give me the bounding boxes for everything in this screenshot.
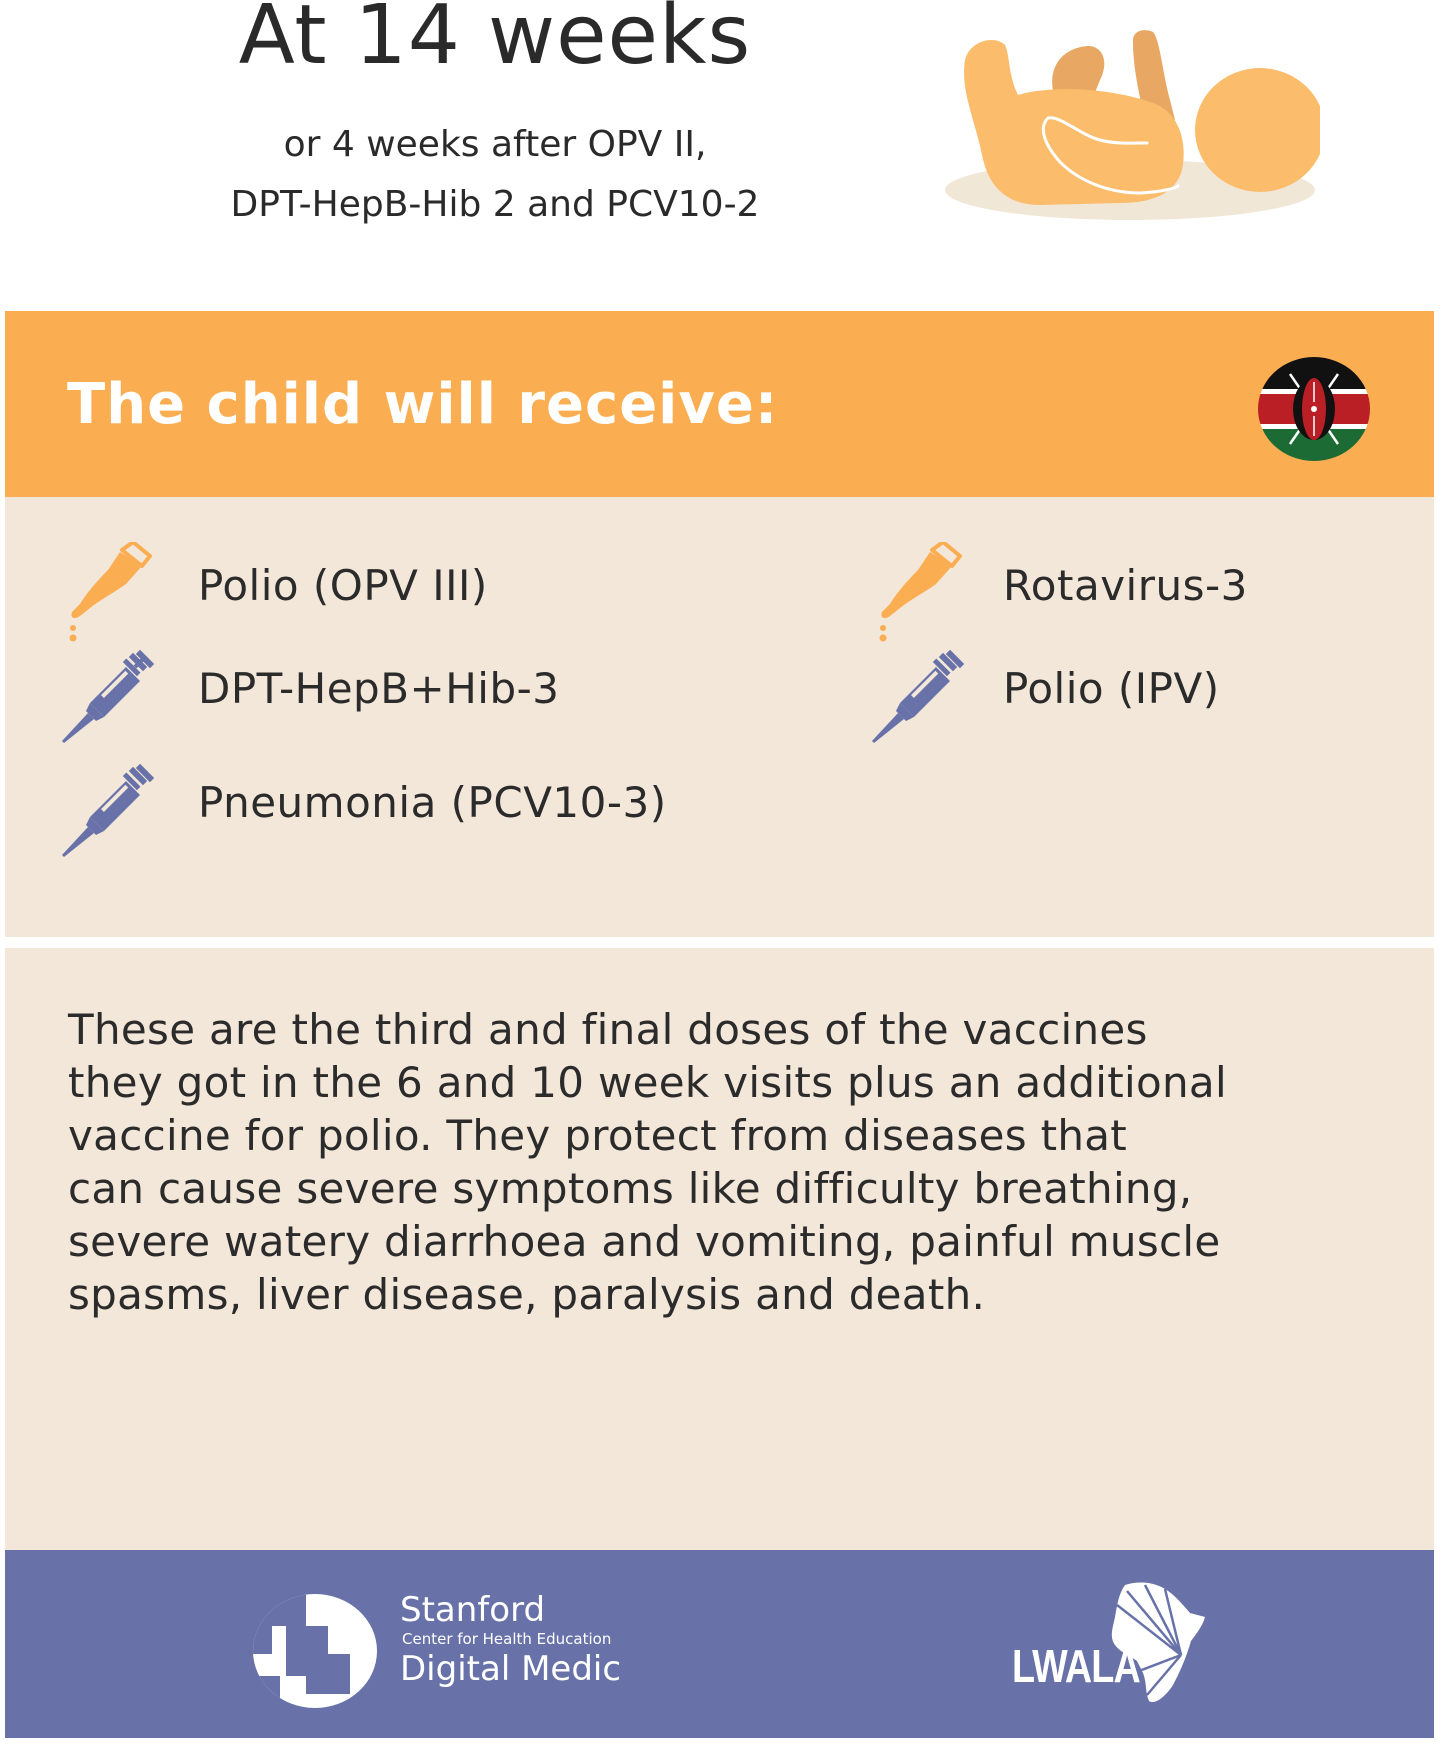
stanford-name: Stanford [400, 1590, 546, 1630]
vaccine-item [60, 759, 760, 859]
description-line: spasms, liver disease, paralysis and death. [68, 1270, 986, 1319]
description-line: they got in the 6 and 10 week visits plus an additional [68, 1058, 1227, 1107]
page-header [0, 0, 1441, 311]
footer [5, 1550, 1434, 1738]
stanford-medic-logo-icon [250, 1592, 380, 1710]
vaccine-item [60, 542, 660, 642]
subtitle-line: or 4 weeks after OPV II, [283, 124, 707, 165]
syringe-icon [60, 759, 160, 859]
description-text [68, 1003, 1428, 1321]
oral-drops-icon [870, 542, 970, 642]
stanford-product: Digital Medic [400, 1649, 622, 1689]
vaccine-label: Polio (IPV) [1003, 664, 1220, 713]
vaccine-list-panel [5, 497, 1434, 937]
vaccine-label: Polio (OPV III) [198, 561, 488, 610]
receive-banner [5, 311, 1434, 497]
syringe-icon [870, 645, 970, 745]
stanford-wordmark [400, 1590, 621, 1690]
page-subtitle [0, 115, 990, 235]
vaccine-label: Pneumonia (PCV10-3) [198, 778, 667, 827]
vaccine-item [60, 645, 660, 745]
baby-lying-icon [920, 10, 1320, 225]
page-title: At 14 weeks [238, 0, 752, 83]
kenya-flag-icon [1257, 356, 1371, 462]
description-line: vaccine for polio. They protect from diseases that [68, 1111, 1128, 1160]
subtitle-line: DPT-HepB-Hib 2 and PCV10-2 [230, 184, 760, 225]
banner-title: The child will receive: [67, 372, 779, 437]
description-line: severe watery diarrhoea and vomiting, painful muscle [68, 1217, 1221, 1266]
oral-drops-icon [60, 542, 160, 642]
vaccine-item [870, 645, 1370, 745]
lwala-wordmark: LWALA [1012, 1640, 1140, 1692]
vaccine-item [870, 542, 1370, 642]
description-line: can cause severe symptoms like difficulty breathing, [68, 1164, 1193, 1213]
vaccine-label: DPT-HepB+Hib-3 [198, 664, 560, 713]
stanford-subtitle: Center for Health Education [402, 1630, 612, 1648]
syringe-icon [60, 645, 160, 745]
vaccine-label: Rotavirus-3 [1003, 561, 1248, 610]
description-line: These are the third and final doses of the vaccines [68, 1005, 1148, 1054]
